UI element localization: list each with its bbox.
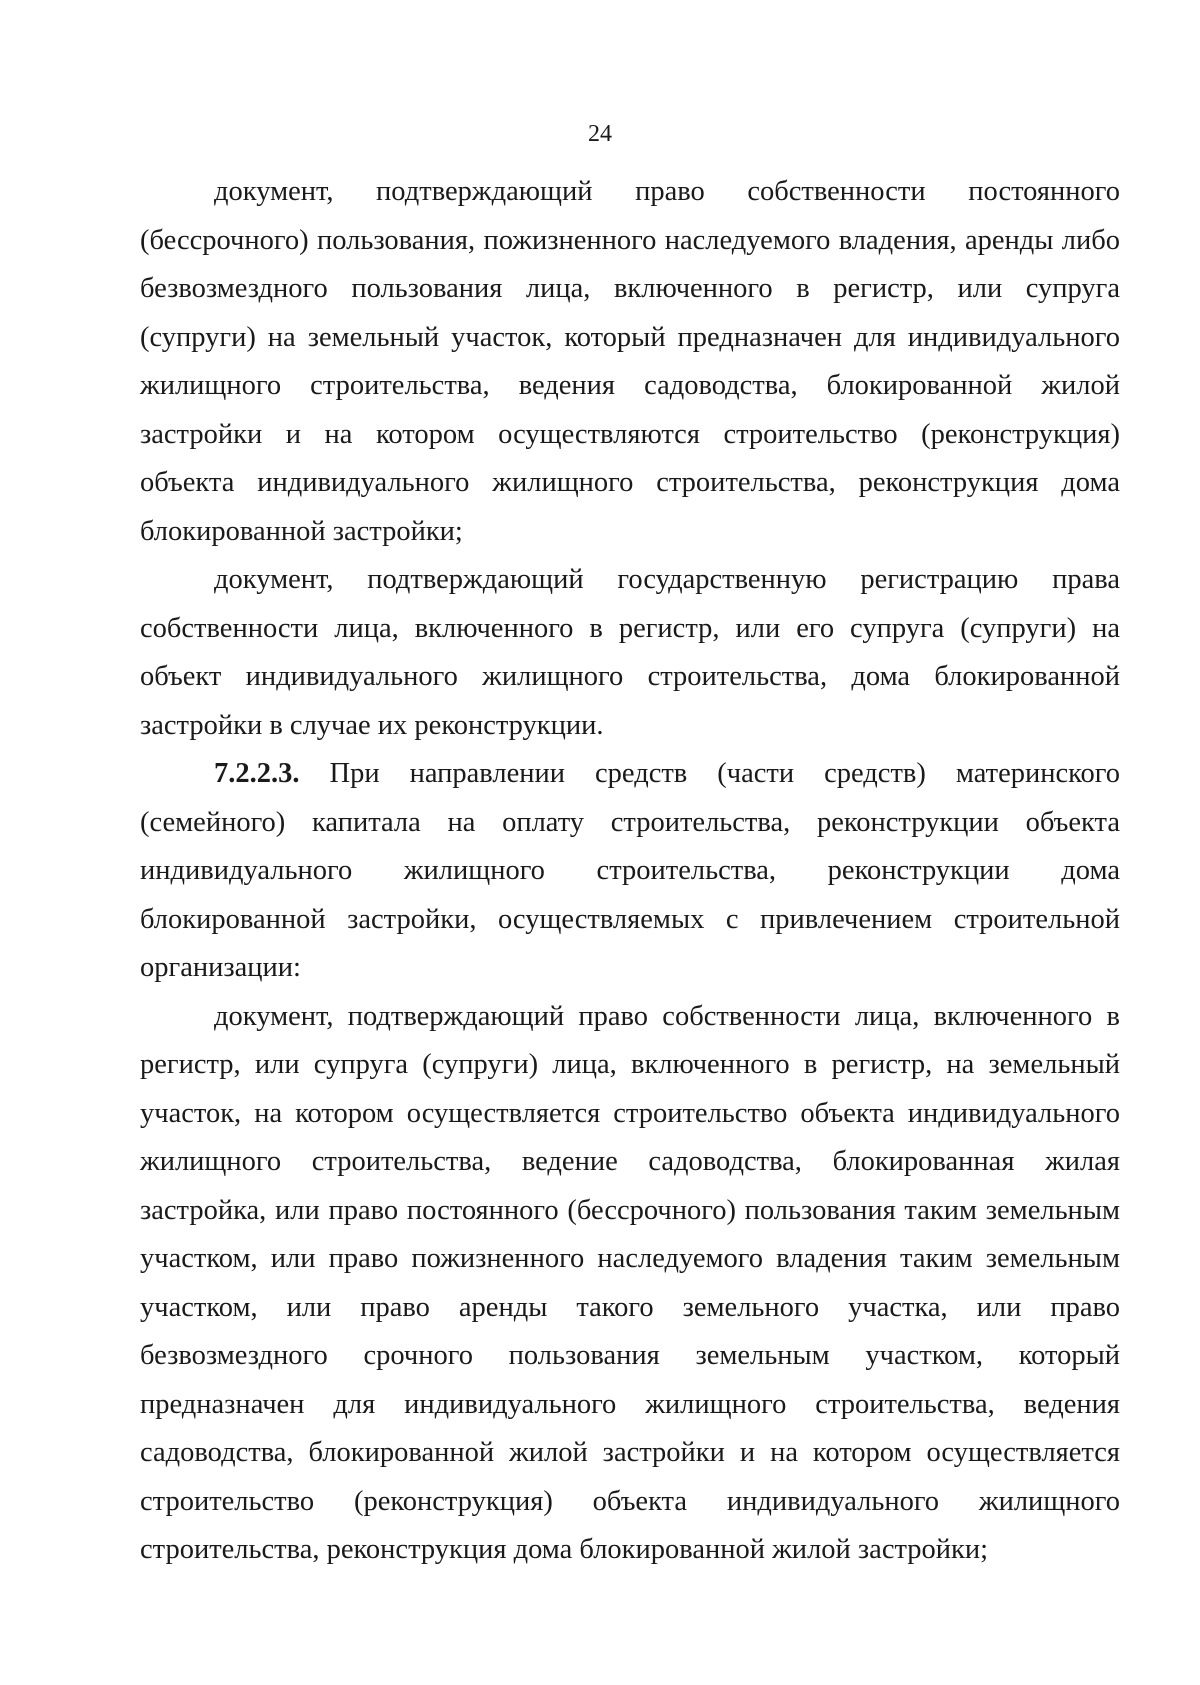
paragraph-text: При направлении средств (части средств) материнского (семейного) капитала на оплату строительства, реконструкции объекта индивидуального жилищного строительства, реконструкции дома блокированной застройки, осуществляемых с привлечением строительной организации: [140, 758, 1120, 983]
clause-number: 7.2.2.3. [214, 758, 300, 789]
paragraph-clause-7-2-2-3 [140, 750, 1120, 993]
paragraph-text: документ, подтверждающий право собственности постоянного (бессрочного) пользования, пожизненного наследуемого владения, аренды либо безвозмездного пользования лица, включенного в регистр, или супруга (супруги) на земельный участок, который предназначен для индивидуального жилищного строительства, ведения садоводства, блокированной жилой застройки и на котором осуществляются строительство (реконструкция) объекта индивидуального жилищного строительства, реконструкция дома блокированной застройки; [140, 176, 1120, 547]
paragraph-document-ownership-land-plot [140, 993, 1120, 1575]
document-body [140, 168, 1120, 1575]
paragraph-text: документ, подтверждающий государственную регистрацию права собственности лица, включенного в регистр, или его супруга (супруги) на объект индивидуального жилищного строительства, дома блокированной застройки в случае их реконструкции. [140, 564, 1120, 741]
paragraph-document-state-registration [140, 556, 1120, 750]
paragraph-document-land-rights [140, 168, 1120, 556]
page-number: 24 [588, 121, 612, 147]
paragraph-text: документ, подтверждающий право собственности лица, включенного в регистр, или супруга (супруги) лица, включенного в регистр, на земельный участок, на котором осуществляется строительство объекта индивидуального жилищного строительства, ведение садоводства, блокированная жилая застройка, или право постоянного (бессрочного) пользования таким земельным участком, или право пожизненного наследуемого владения таким земельным участком, или право аренды такого земельного участка, или право безвозмездного срочного пользования земельным участком, который предназначен для индивидуального жилищного строительства, ведения садоводства, блокированной жилой застройки и на котором осуществляется строительство (реконструкция) объекта индивидуального жилищного строительства, реконструкция дома блокированной жилой застройки; [140, 1000, 1120, 1565]
